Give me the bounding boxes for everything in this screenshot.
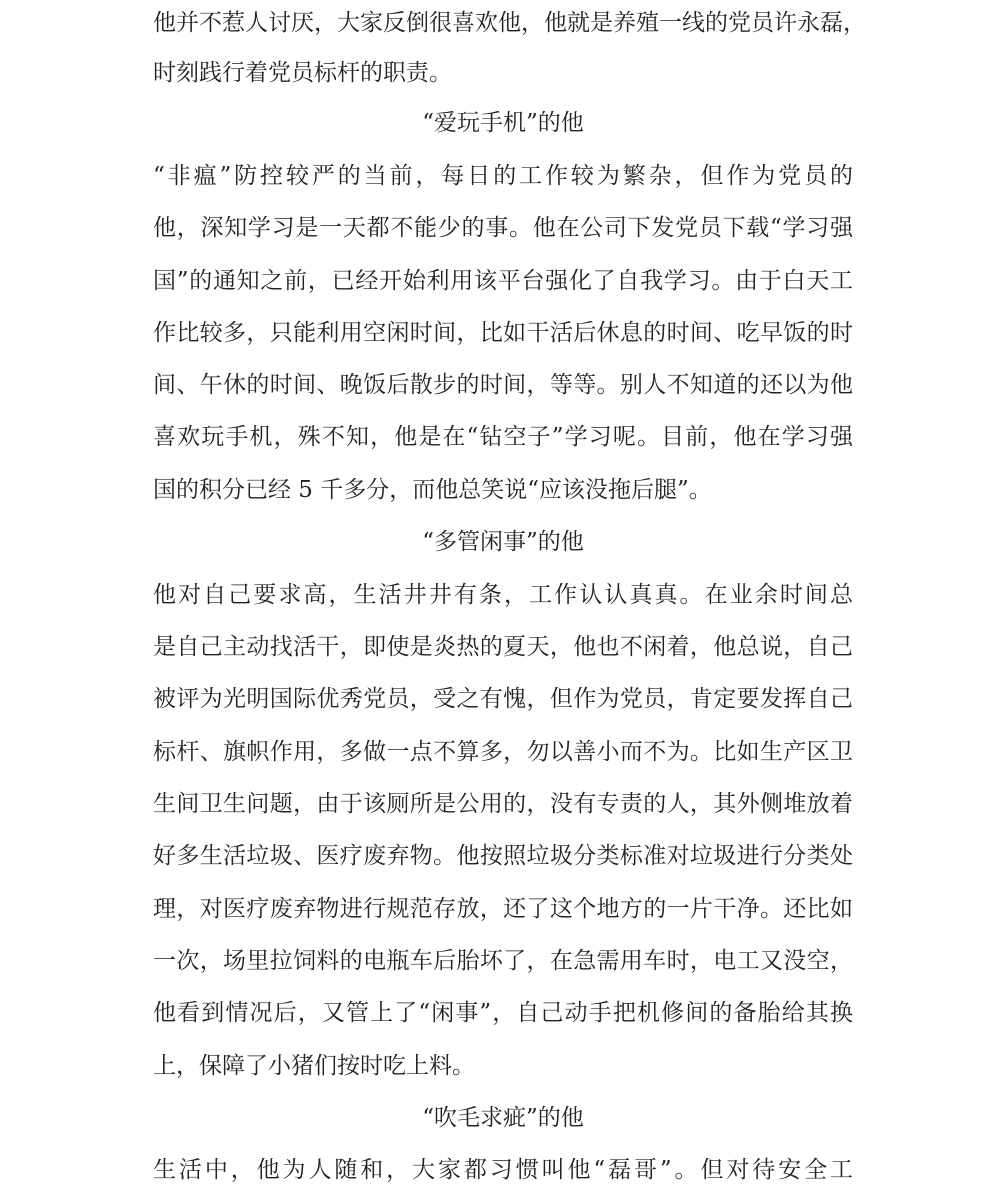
paragraph-line: 时刻践行着党员标杆的职责。	[153, 60, 452, 86]
paragraph-line: 国的积分已经 5 千多分，而他总笑说“应该没拖后腿”。	[153, 477, 712, 503]
paragraph-line: 他并不惹人讨厌，大家反倒很喜欢他，他就是养殖一线的党员许永磊，	[153, 10, 866, 36]
paragraph-line: 一次，场里拉饲料的电瓶车后胎坏了，在急需用车时，电工又没空，	[153, 948, 853, 974]
paragraph-line: 生间卫生问题，由于该厕所是公用的，没有专责的人，其外侧堆放着	[153, 791, 853, 817]
paragraph-line: 他看到情况后，又管上了“闲事”，自己动手把机修间的备胎给其换	[153, 1000, 853, 1026]
section-heading: “吹毛求疵”的他	[422, 1105, 584, 1131]
paragraph-line: 理，对医疗废弃物进行规范存放，还了这个地方的一片干净。还比如	[153, 896, 853, 922]
section-heading: “多管闲事”的他	[422, 529, 584, 555]
paragraph-line: 喜欢玩手机，殊不知，他是在“钻空子”学习呢。目前，他在学习强	[153, 424, 853, 450]
paragraph-line: 标杆、旗帜作用，多做一点不算多，勿以善小而不为。比如生产区卫	[153, 739, 853, 765]
paragraph-line: 被评为光明国际优秀党员，受之有愧，但作为党员，肯定要发挥自己	[153, 686, 853, 712]
paragraph-line: 他对自己要求高，生活井井有条，工作认认真真。在业余时间总	[153, 582, 853, 608]
paragraph-line: “非瘟”防控较严的当前，每日的工作较为繁杂，但作为党员的	[153, 163, 853, 189]
paragraph-line: 生活中，他为人随和，大家都习惯叫他“磊哥”。但对待安全工	[153, 1157, 853, 1183]
paragraph-line: 上，保障了小猪们按时吃上料。	[153, 1053, 475, 1079]
paragraph-line: 他，深知学习是一天都不能少的事。他在公司下发党员下载“学习强	[153, 215, 853, 241]
section-heading: “爱玩手机”的他	[422, 110, 584, 136]
paragraph-line: 是自己主动找活干，即使是炎热的夏天，他也不闲着，他总说，自己	[153, 634, 853, 660]
paragraph-line: 好多生活垃圾、医疗废弃物。他按照垃圾分类标准对垃圾进行分类处	[153, 843, 853, 869]
paragraph-line: 国”的通知之前，已经开始利用该平台强化了自我学习。由于白天工	[153, 268, 853, 294]
paragraph-line: 间、午休的时间、晚饭后散步的时间，等等。别人不知道的还以为他	[153, 372, 853, 398]
paragraph-line: 作比较多，只能利用空闲时间，比如干活后休息的时间、吃早饭的时	[153, 320, 853, 346]
